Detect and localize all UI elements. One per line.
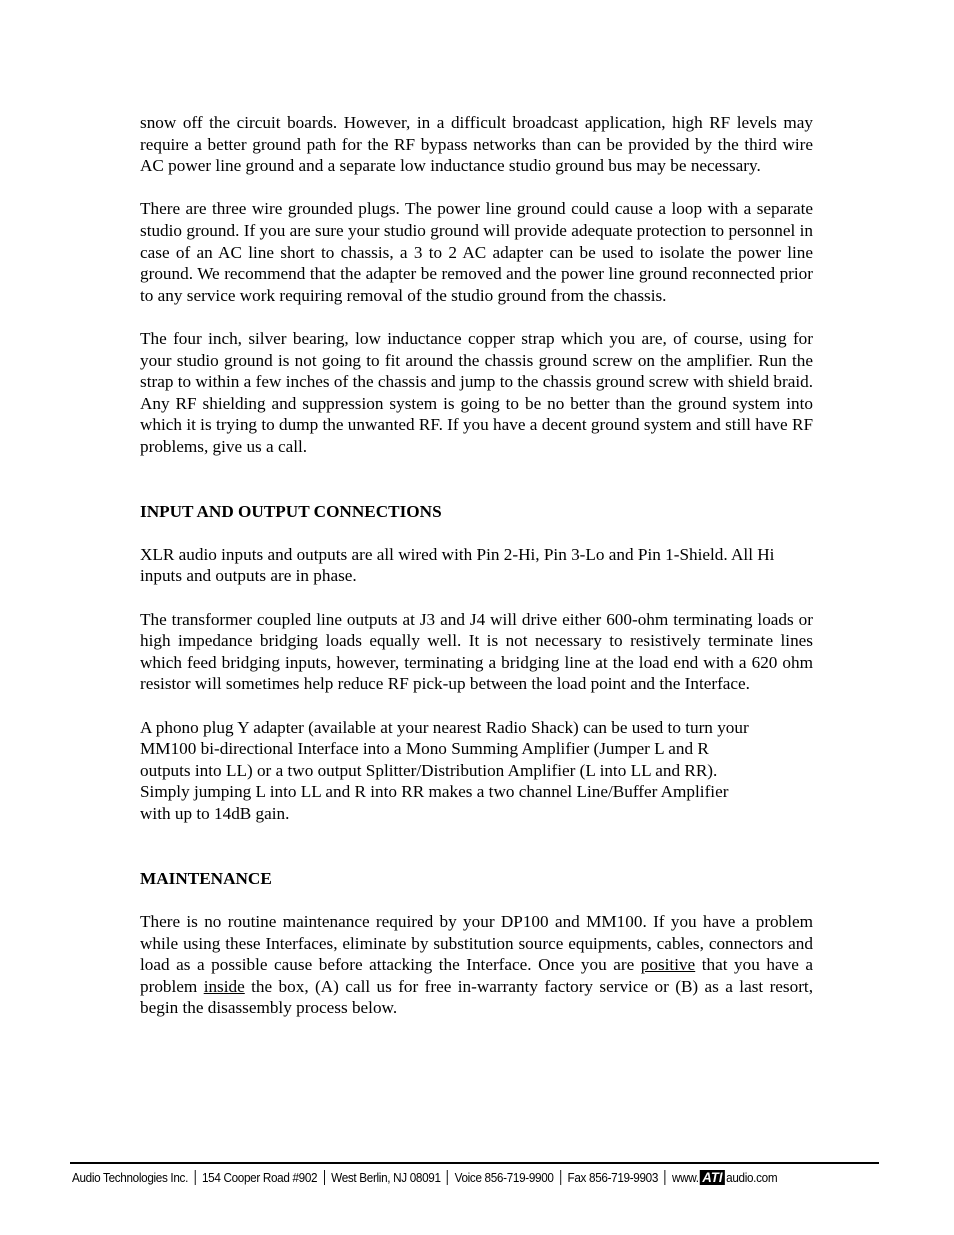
footer-divider bbox=[324, 1170, 325, 1185]
paragraph-rf-ground: snow off the circuit boards. However, in a difficult broadcast application, high RF levels may require a better ground path for the RF bypass networks than can be provided by the third wire AC power line ground and a separate low inductance studio ground bus may be necessary. bbox=[140, 113, 813, 176]
paragraph-copper-strap: The four inch, silver bearing, low inductance copper strap which you are, of course, using for your studio ground is not going to fit around the chassis ground screw on the amplifier. Run the strap to within a few inches of the chassis and jump to the chassis ground screw with shield braid. Any RF shielding and suppression system is going to be no better than the ground system into which it is trying to dump the unwanted RF. If you have a decent ground system and still have RF problems, give us a call. bbox=[140, 328, 813, 456]
web-suffix: audio.com bbox=[726, 1171, 778, 1185]
text-run: There is no routine maintenance required by your DP100 and MM100. If you have a problem while using these Interfaces, eliminate by substitution source equipments, cables, connectors and load as a possible cause before attacking the Interface. Once you are bbox=[140, 911, 813, 975]
heading-io-connections: INPUT AND OUTPUT CONNECTIONS bbox=[140, 501, 442, 521]
text-line: outputs into LL) or a two output Splitter/Distribution Amplifier (L into LL and RR). bbox=[140, 760, 718, 780]
text-run: that you have a problem bbox=[140, 955, 813, 996]
paragraph-xlr-wiring: XLR audio inputs and outputs are all wired with Pin 2-Hi, Pin 3-Lo and Pin 1-Shield. All Hi inputs and outputs are in phase. bbox=[140, 544, 775, 586]
footer-divider bbox=[560, 1170, 561, 1185]
paragraph-grounded-plugs: There are three wire grounded plugs. The power line ground could cause a loop with a separate studio ground. If you are sure your studio ground will provide adequate protection to personnel in case of an AC line short to chassis, a 3 to 2 AC adapter can be used to isolate the power line ground. We recommend that the adapter be removed and the power line ground reconnected prior to any service work requiring removal of the studio ground from the chassis. bbox=[140, 199, 813, 305]
text-line: A phono plug Y adapter (available at your nearest Radio Shack) can be used to turn your bbox=[140, 717, 749, 737]
ati-logo: ATI bbox=[700, 1170, 726, 1185]
web-prefix: www. bbox=[672, 1171, 699, 1185]
page-body bbox=[140, 112, 813, 1041]
footer-fax: Fax 856-719-9903 bbox=[567, 1170, 659, 1185]
footer-company: Audio Technologies Inc. bbox=[72, 1170, 189, 1185]
text-line: Simply jumping L into LL and R into RR makes a two channel Line/Buffer Amplifier bbox=[140, 782, 729, 802]
paragraph-maintenance bbox=[140, 911, 813, 1019]
paragraph-y-adapter bbox=[140, 717, 813, 825]
footer-divider bbox=[665, 1170, 666, 1185]
footer-city: West Berlin, NJ 08091 bbox=[331, 1170, 441, 1185]
section-spacer bbox=[140, 479, 813, 501]
text-run: the box, (A) call us for free in-warranty factory service or (B) as a last resort, begin the disassembly process below. bbox=[140, 976, 813, 1018]
paragraph-line-outputs: The transformer coupled line outputs at J3 and J4 will drive either 600-ohm terminating loads or high impedance bridging loads equally well. It is not necessary to resistively terminate lines which feed bridging inputs, however, terminating a bridging line at the load end with a 620 ohm resistor will sometimes help reduce RF pick-up between the load point and the Interface. bbox=[140, 609, 813, 694]
footer-divider bbox=[195, 1170, 196, 1185]
footer-address: 154 Cooper Road #902 bbox=[201, 1170, 318, 1185]
footer-divider bbox=[447, 1170, 448, 1185]
footer bbox=[72, 1170, 827, 1185]
text-line: MM100 bi-directional Interface into a Mono Summing Amplifier (Jumper L and R bbox=[140, 739, 709, 759]
underlined-positive: positive bbox=[640, 955, 696, 975]
section-spacer bbox=[140, 846, 813, 868]
heading-maintenance: MAINTENANCE bbox=[140, 868, 272, 888]
underlined-inside: inside bbox=[203, 976, 245, 996]
footer-rule bbox=[70, 1162, 879, 1164]
footer-voice: Voice 856-719-9900 bbox=[454, 1170, 554, 1185]
text-line: with up to 14dB gain. bbox=[140, 804, 290, 823]
footer-website[interactable] bbox=[672, 1170, 777, 1185]
